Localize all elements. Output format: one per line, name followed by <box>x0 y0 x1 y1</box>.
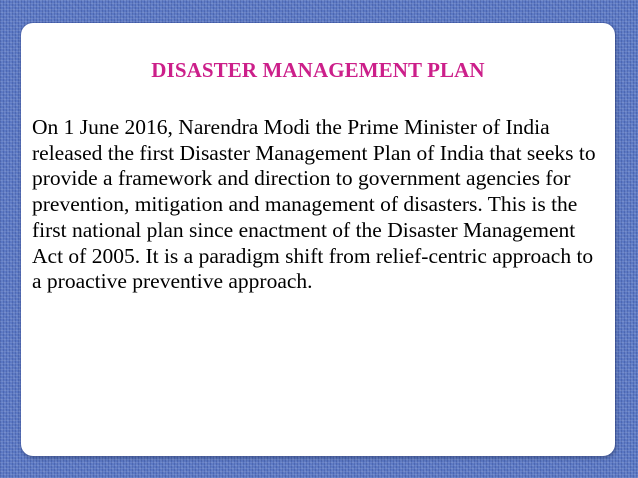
slide-body-text: On 1 June 2016, Narendra Modi the Prime Minister of India released the first Disaster Management Plan of India that seeks to provide a framework and direction to government agencies for prevention, mitigation and management of disasters. This is the first national plan since enactment of the Disaster Management Act of 2005. It is a paradigm shift from relief-centric approach to a proactive preventive approach. <box>32 115 596 294</box>
slide-card <box>21 23 615 456</box>
slide-title: DISASTER MANAGEMENT PLAN <box>151 58 485 82</box>
